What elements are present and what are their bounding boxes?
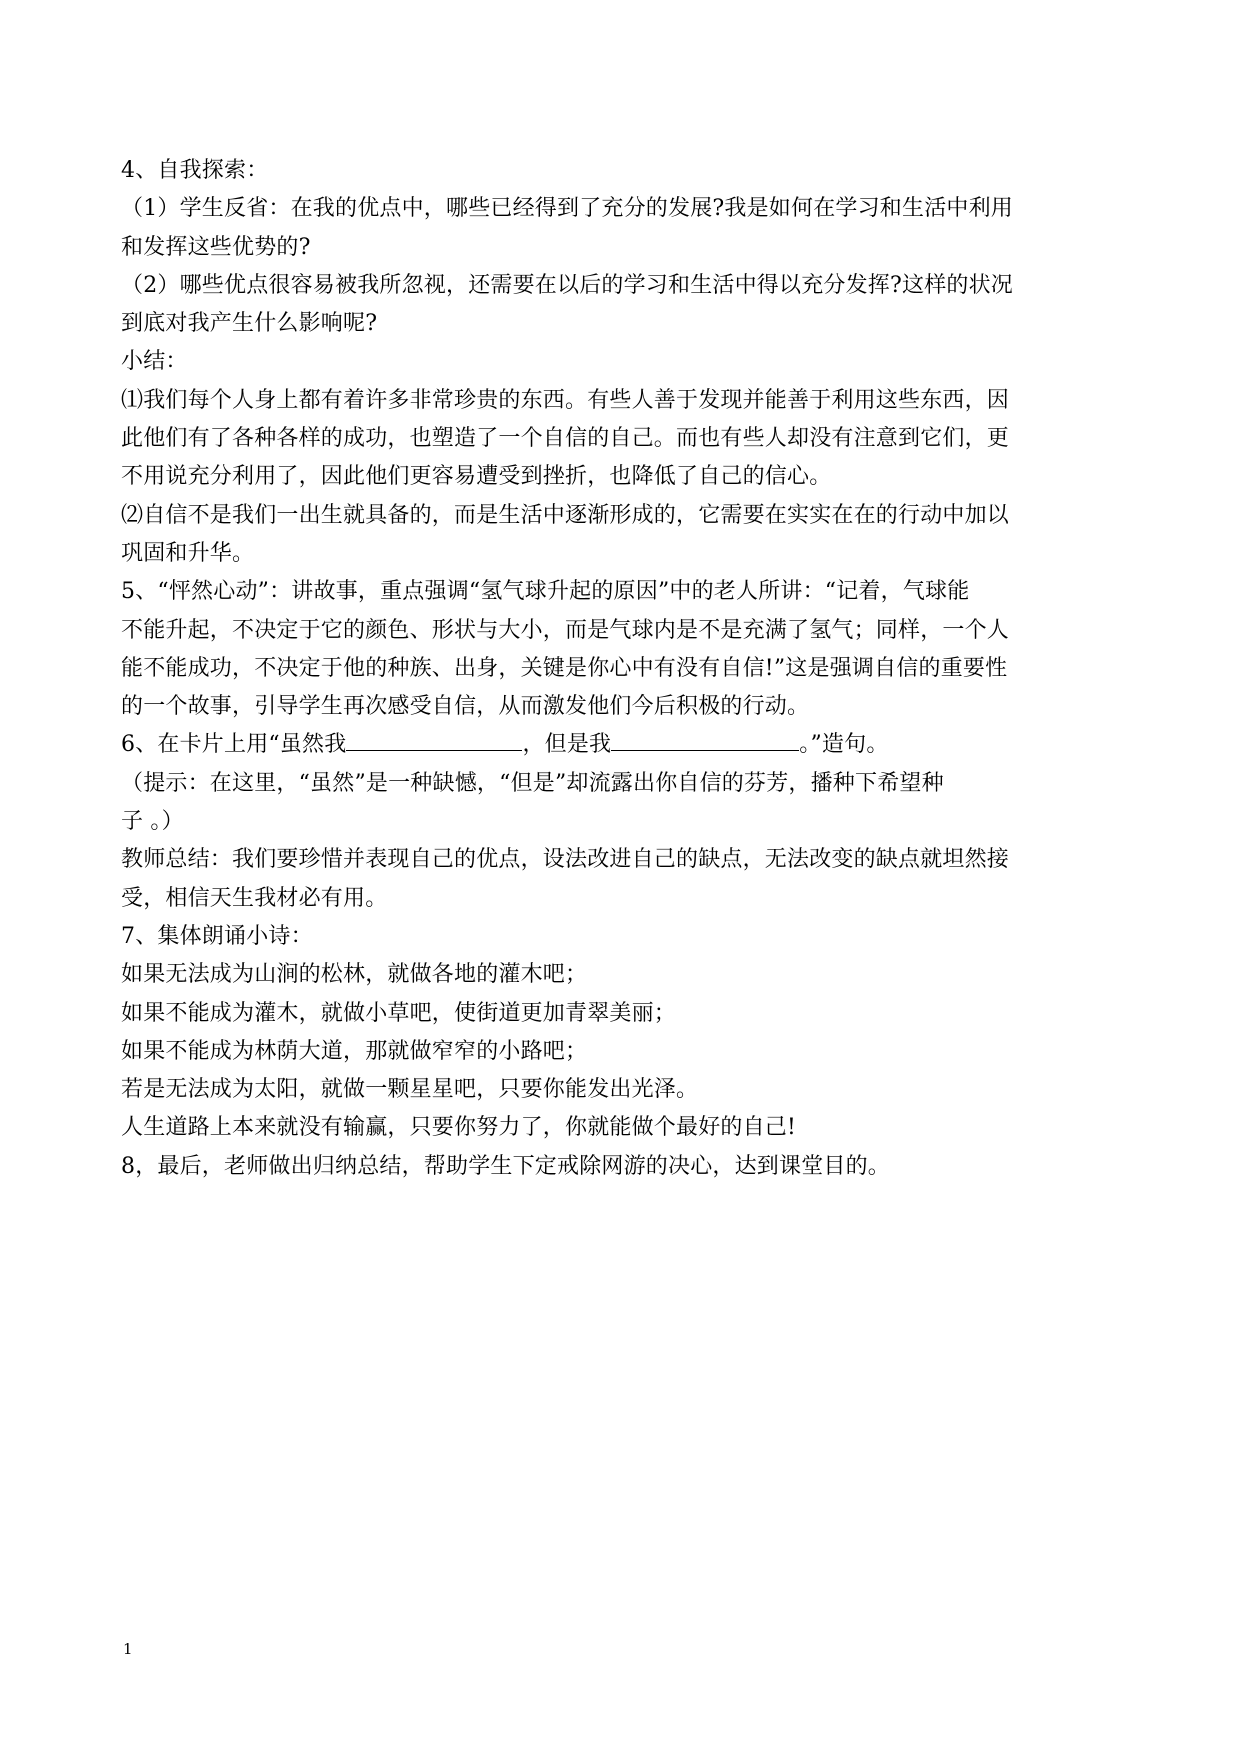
- poem-line: 如果不能成为灌木，就做小草吧，使街道更加青翠美丽；: [121, 1000, 677, 1026]
- paragraph-line: 8，最后，老师做出归纳总结，帮助学生下定戒除网游的决心，达到课堂目的。: [121, 1153, 890, 1179]
- paragraph-line: 子 。）: [121, 809, 184, 835]
- fill-in-blank-2: [611, 726, 799, 751]
- page-number: 1: [123, 1640, 133, 1658]
- heading-self-exploration: 4、自我探索：: [121, 158, 269, 183]
- heading-poem: 7、集体朗诵小诗：: [121, 923, 313, 949]
- card-sentence-part3: 。”造句。: [799, 732, 889, 758]
- poem-line: 人生道路上本来就没有输赢，只要你努力了，你就能做个最好的自己!: [121, 1115, 797, 1141]
- paragraph-line: 能不能成功，不决定于他的种族、出身，关键是你心中有没有自信!”这是强调自信的重要性: [121, 655, 1008, 681]
- paragraph-line: 5、“怦然心动”：讲故事，重点强调“氢气球升起的原因”中的老人所讲：“记着，气球能: [121, 579, 970, 605]
- paragraph-line: （2）哪些优点很容易被我所忽视，还需要在以后的学习和生活中得以充分发挥?这样的状况: [121, 272, 1013, 298]
- paragraph-line: （1）学生反省：在我的优点中，哪些已经得到了充分的发展?我是如何在学习和生活中利用: [121, 196, 1013, 222]
- paragraph-line: 此他们有了各种各样的成功，也塑造了一个自信的自己。而也有些人却没有注意到它们，更: [121, 426, 1010, 452]
- card-sentence-part2: ，但是我: [522, 732, 612, 758]
- paragraph-line: 到底对我产生什么影响呢?: [121, 311, 378, 337]
- card-sentence-part1: 6、在卡片上用“虽然我: [121, 732, 347, 758]
- paragraph-line: 和发挥这些优势的?: [121, 234, 311, 260]
- paragraph-line: 教师总结：我们要珍惜并表现自己的优点，设法改进自己的缺点，无法改变的缺点就坦然接: [121, 847, 1010, 873]
- card-sentence-line: [121, 726, 1131, 764]
- paragraph-line: 的一个故事，引导学生再次感受自信，从而激发他们今后积极的行动。: [121, 694, 810, 720]
- paragraph-line: （提示：在这里，“虽然”是一种缺憾，“但是”却流露出你自信的芬芳，播种下希望种: [121, 770, 944, 796]
- fill-in-blank-1: [346, 726, 522, 751]
- paragraph-line: 受，相信天生我材必有用。: [121, 885, 388, 911]
- paragraph-line: ⑴我们每个人身上都有着许多非常珍贵的东西。有些人善于发现并能善于利用这些东西，因: [121, 387, 1010, 413]
- paragraph-line: ⑵自信不是我们一出生就具备的，而是生活中逐渐形成的，它需要在实实在在的行动中加以: [121, 502, 1010, 528]
- paragraph-line: 巩固和升华。: [121, 540, 255, 566]
- poem-line: 如果无法成为山涧的松林，就做各地的灌木吧；: [121, 962, 588, 988]
- poem-line: 若是无法成为太阳，就做一颗星星吧，只要你能发出光泽。: [121, 1077, 699, 1103]
- document-body: [121, 152, 1131, 1186]
- paragraph-line: 不用说充分利用了，因此他们更容易遭受到挫折，也降低了自己的信心。: [121, 464, 832, 490]
- poem-line: 如果不能成为林荫大道，那就做窄窄的小路吧；: [121, 1038, 588, 1064]
- paragraph-line: 不能升起，不决定于它的颜色、形状与大小，而是气球内是不是充满了氢气；同样，一个人: [121, 617, 1010, 643]
- heading-summary: 小结：: [121, 349, 188, 375]
